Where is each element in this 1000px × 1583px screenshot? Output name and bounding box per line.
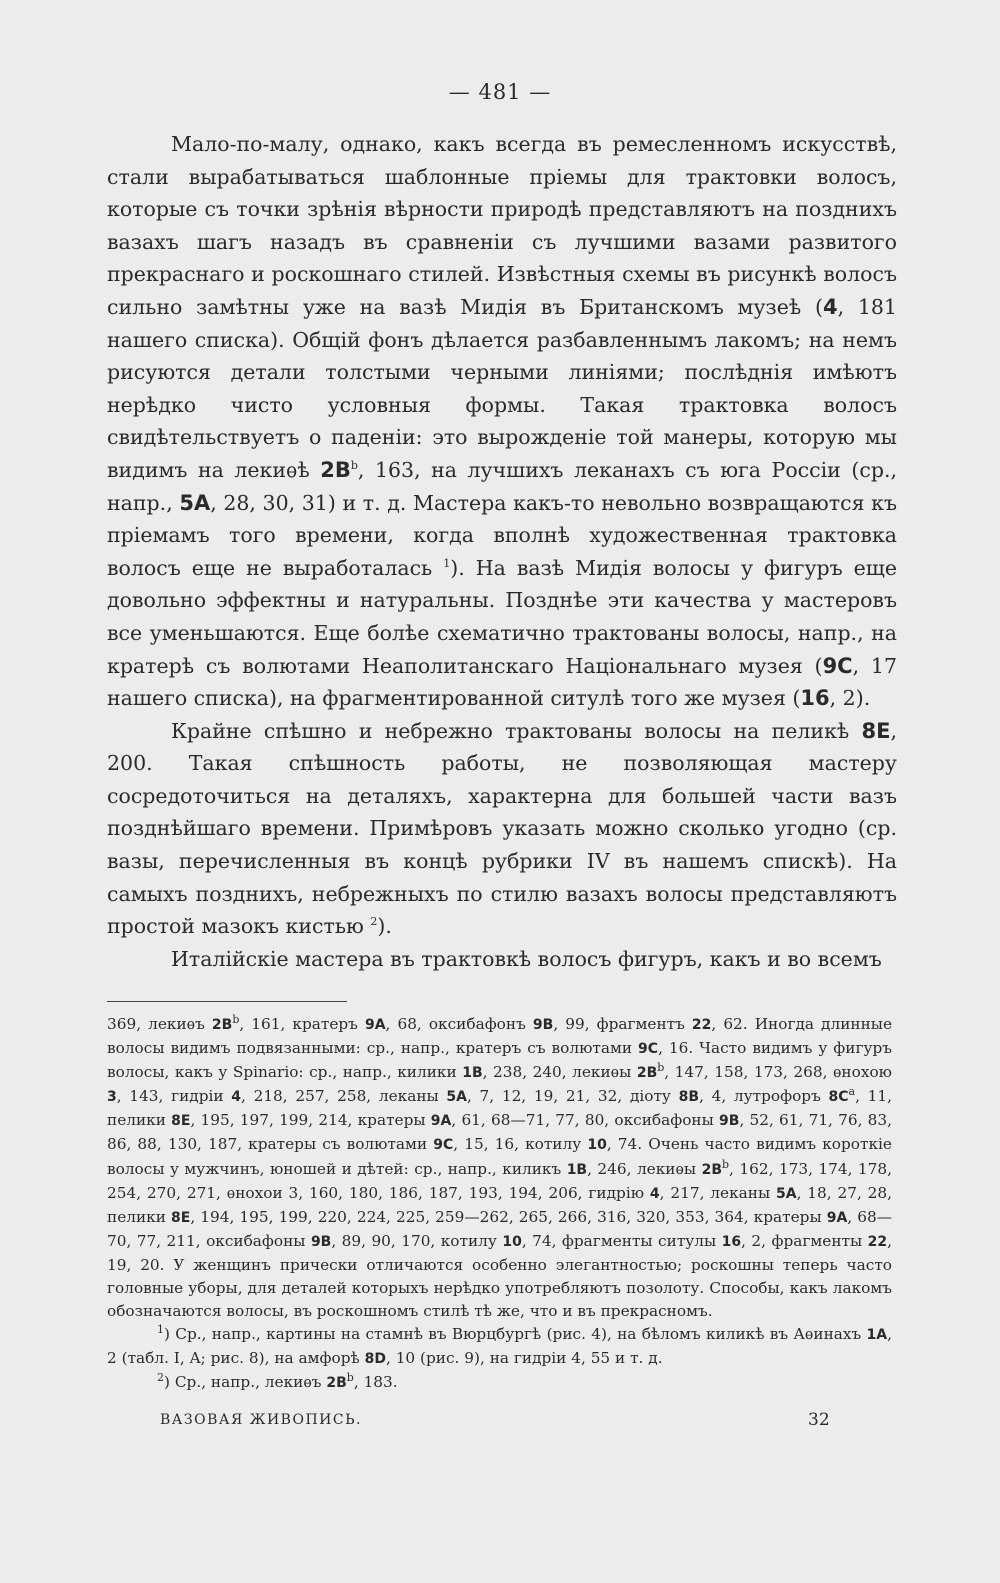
catalog-ref: 5A: [775, 1185, 797, 1202]
catalog-ref: 9C: [638, 1041, 659, 1058]
superscript: b: [350, 459, 358, 473]
text-run: , 2 (табл. I, A; рис. 8), на амфорѣ: [107, 1325, 892, 1368]
text-run: , 200. Такая спѣшность работы, не позволяющая мастеру сосредоточиться на деталяхъ, характерна для большей части вазъ позднѣйшаго времени. Примѣровъ указать можно сколько угодно (ср. вазы, перечисленныя въ концѣ рубрики IV въ нашемъ спискѣ). На самыхъ позднихъ, небрежныхъ по стилю вазахъ волосы представляютъ простой мазокъ кистью: [107, 718, 897, 939]
text-run: , 183.: [353, 1373, 398, 1392]
catalog-ref: 9B: [719, 1113, 740, 1130]
catalog-ref: 4: [649, 1185, 660, 1202]
catalog-ref: 8E: [171, 1113, 191, 1130]
main-text: [107, 128, 897, 975]
text-run: , 195, 197, 199, 214, кратеры: [190, 1111, 431, 1130]
text-run: , 89, 90, 170, котилу: [331, 1231, 503, 1250]
text-run: , 11, пелики: [107, 1087, 892, 1130]
superscript: b: [232, 1012, 240, 1026]
text-run: , 162, 173, 174, 178, 254, 270, 271, ѳнохои 3, 160, 180, 186, 187, 193, 194, 206, гидрію: [107, 1159, 892, 1202]
text-run: , 61, 68—71, 77, 80, оксибафоны: [451, 1111, 720, 1130]
footnote-marker: 1: [157, 1323, 164, 1337]
text-run: ) Ср., напр., картины на стамнѣ въ Вюрцбургѣ (рис. 4), на бѣломъ киликѣ въ Аѳинахъ: [164, 1325, 867, 1344]
catalog-ref: 1B: [566, 1161, 588, 1178]
footnote-divider: [107, 1001, 347, 1002]
catalog-ref: 16: [800, 686, 830, 711]
catalog-ref: 2B: [326, 1375, 347, 1392]
text-run: ).: [377, 914, 392, 939]
signature-mark: ВАЗОВАЯ ЖИВОПИСЬ.: [160, 1412, 362, 1428]
text-run: 369, лекиѳъ: [107, 1015, 212, 1033]
text-run: , 7, 12, 19, 21, 32, діоту: [466, 1087, 679, 1106]
catalog-ref: 9A: [364, 1017, 386, 1033]
catalog-ref: 8E: [171, 1209, 191, 1226]
catalog-ref: 9C: [433, 1137, 454, 1154]
catalog-ref: 4: [822, 294, 838, 319]
text-run: , 181 нашего списка). Общій фонъ дѣлается разбавленнымъ лакомъ; на немъ рисуются детали толстыми черными линіями; послѣднія имѣютъ нерѣдко чисто условныя формы. Такая трактовка волосъ свидѣтельствуетъ о паденіи: это вырожденіе той манеры, которую мы видимъ на лекиѳѣ: [107, 294, 897, 482]
catalog-ref: 9C: [822, 653, 853, 678]
signature-number: 32: [808, 1410, 830, 1430]
catalog-ref: 10: [587, 1137, 607, 1154]
superscript: b: [346, 1371, 354, 1385]
catalog-ref: 1B: [462, 1065, 483, 1082]
text-run: , 74, фрагменты ситулы: [521, 1231, 722, 1250]
catalog-ref: 22: [867, 1233, 888, 1250]
catalog-ref: 10: [502, 1233, 522, 1250]
page-header: — 481 —: [448, 80, 552, 104]
footnote-marker: 2: [370, 915, 378, 929]
superscript: b: [722, 1157, 730, 1171]
text-run: , 15, 16, котилу: [453, 1135, 588, 1154]
text-run: , 28, 30, 31) и т. д. Мастера какъ-то невольно возвращаются къ пріемамъ того времени, когда вполнѣ художественная трактовка волосъ еще не выработалась: [107, 490, 897, 580]
footnote-continued: [107, 1013, 892, 1323]
footnote-marker: 2: [157, 1371, 164, 1385]
superscript: a: [848, 1085, 856, 1099]
footnotes: [107, 1013, 892, 1396]
text-run: Италійскіе мастера въ трактовкѣ волосъ фигуръ, какъ и во всемъ: [171, 946, 882, 971]
superscript: b: [657, 1061, 665, 1075]
text-run: , 218, 257, 258, леканы: [241, 1087, 447, 1106]
text-run: , 2).: [829, 686, 871, 711]
catalog-ref: 8C: [828, 1089, 849, 1106]
paragraph-2: [107, 715, 897, 943]
text-run: , 163, на лучшихъ леканахъ съ юга Россіи (ср., напр.,: [107, 457, 897, 515]
catalog-ref: 1A: [866, 1327, 888, 1344]
catalog-ref: 9A: [826, 1209, 848, 1226]
text-run: , 143, гидріи: [116, 1087, 232, 1106]
catalog-ref: 9A: [430, 1113, 452, 1130]
catalog-ref: 8D: [364, 1351, 386, 1368]
footnote-2: [107, 1371, 892, 1395]
catalog-ref: 2B: [636, 1065, 658, 1082]
catalog-ref: 2B: [211, 1017, 233, 1033]
catalog-ref: 2B: [701, 1161, 722, 1178]
catalog-ref: 16: [721, 1233, 742, 1250]
catalog-ref: 22: [691, 1017, 712, 1033]
text-run: , 2, фрагменты: [741, 1231, 868, 1250]
text-run: Мало-по-малу, однако, какъ всегда въ ремесленномъ искусствѣ, стали вырабатываться шаблонные пріемы для трактовки волосъ, которые съ точки зрѣнія вѣрности природѣ представляютъ на позднихъ вазахъ шагъ назадъ въ сравненіи съ лучшими вазами развитого прекраснаго и роскошнаго стилей. Извѣстныя схемы въ рисункѣ волосъ сильно замѣтны уже на вазѣ Мидія въ Британскомъ музеѣ (: [107, 132, 897, 319]
text-run: , 17 нашего списка), на фрагментированной ситулѣ того же музея (: [107, 653, 897, 711]
text-run: , 74. Очень часто видимъ короткіе волосы у мужчинъ, юношей и дѣтей: ср., напр., киликъ: [107, 1135, 892, 1178]
catalog-ref: 5A: [179, 490, 211, 515]
catalog-ref: 9B: [532, 1017, 554, 1033]
catalog-ref: 5A: [446, 1089, 467, 1106]
catalog-ref: 4: [231, 1089, 242, 1106]
text-run: , 52, 61, 71, 76, 83, 86, 88, 130, 187, кратеры съ волютами: [107, 1111, 893, 1154]
footnote-1: [107, 1323, 892, 1371]
text-run: , 161, кратеръ: [239, 1015, 365, 1033]
catalog-ref: 9B: [310, 1233, 332, 1250]
catalog-ref: 3: [107, 1089, 117, 1106]
text-run: , 68, оксибафонъ: [385, 1015, 533, 1033]
text-run: , 147, 158, 173, 268, ѳнохою: [664, 1063, 892, 1082]
text-run: , 18, 27, 28, пелики: [107, 1183, 892, 1226]
text-run: , 19, 20. У женщинъ прически отличаются особенно элегантностью; роскошны теперь часто головные уборы, для деталей которыхъ нерѣдко употребляютъ позолоту. Способы, какъ лакомъ обозначаются волосы, въ роскошномъ стилѣ тѣ же, что и въ прекрасномъ.: [107, 1231, 892, 1321]
catalog-ref: 8E: [861, 718, 891, 743]
text-run: ) Ср., напр., лекиѳъ: [164, 1373, 327, 1392]
text-run: Крайне спѣшно и небрежно трактованы волосы на пеликѣ: [171, 718, 862, 743]
text-run: , 217, леканы: [659, 1183, 776, 1202]
text-run: , 4, лутрофоръ: [699, 1087, 829, 1106]
text-run: , 246, лекиѳы: [587, 1159, 702, 1178]
text-run: , 16. Часто видимъ у фигуръ волосы, какъ у Spinario: ср., напр., килики: [107, 1039, 892, 1082]
catalog-ref: 8B: [678, 1089, 700, 1106]
text-run: , 68—70, 77, 211, оксибафоны: [107, 1207, 892, 1250]
catalog-ref: 2B: [320, 457, 351, 482]
text-run: , 238, 240, лекиѳы: [482, 1063, 637, 1082]
paragraph-1: [107, 128, 897, 715]
text-run: , 194, 195, 199, 220, 224, 225, 259—262, 265, 266, 316, 320, 353, 364, кратеры: [190, 1207, 827, 1226]
text-run: , 10 (рис. 9), на гидріи 4, 55 и т. д.: [385, 1349, 663, 1368]
text-run: , 62. Иногда длинные волосы видимъ подвязанными: ср., напр., кратеръ съ волютами: [107, 1015, 893, 1058]
paragraph-3: [107, 943, 897, 976]
text-run: , 99, фрагментъ: [553, 1015, 692, 1033]
text-run: ). На вазѣ Мидія волосы у фигуръ еще довольно эффектны и натуральны. Позднѣе эти качества у мастеровъ все уменьшаются. Еще болѣе схематично трактованы волосы, напр., на кратерѣ съ волютами Неаполитанскаго Національнаго музея (: [107, 555, 897, 678]
footnote-marker: 1: [443, 556, 451, 570]
